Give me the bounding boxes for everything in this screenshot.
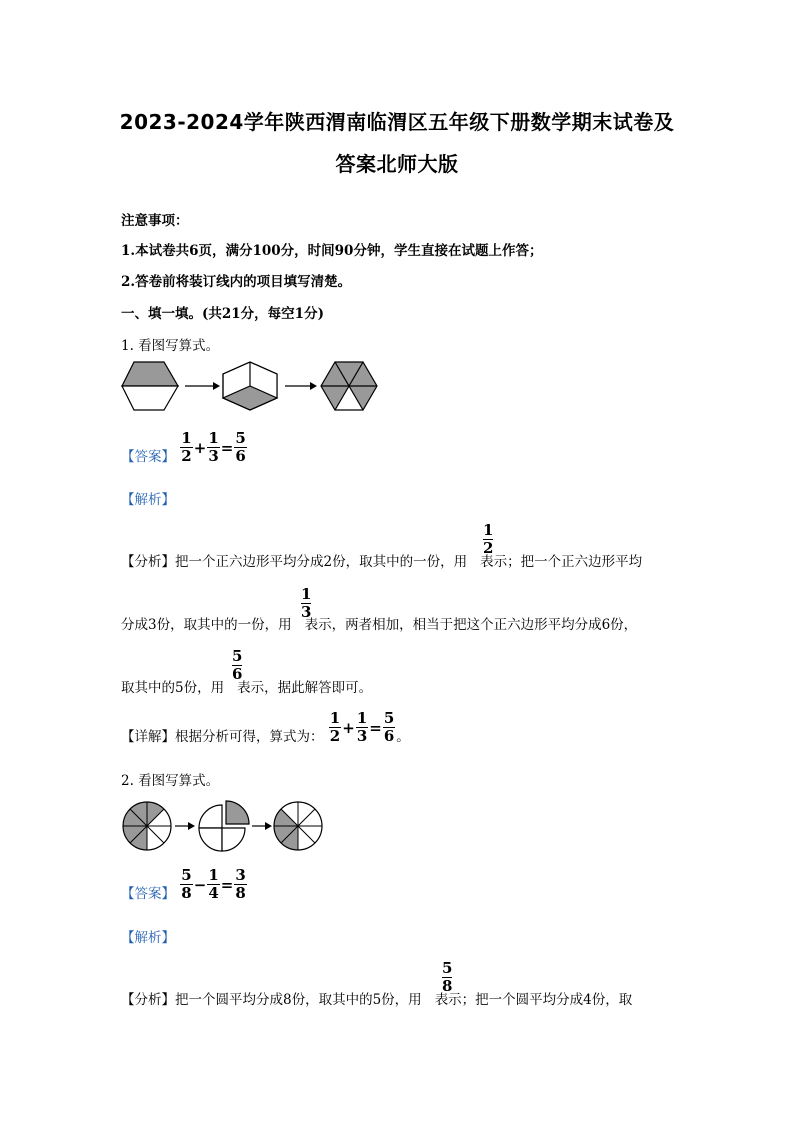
answer-label: 【答案】 bbox=[121, 449, 175, 465]
q2-prompt: 2. 看图写算式。 bbox=[121, 773, 220, 789]
q2-analysis-label: 【解析】 bbox=[121, 930, 175, 946]
circle-three-eighths-shaded bbox=[274, 802, 322, 850]
fraction: $\frac{5}{6}$ bbox=[383, 709, 395, 745]
fraction: $\frac{1}{3}$ bbox=[208, 429, 219, 465]
fraction: 5 8 bbox=[442, 959, 453, 995]
arrow-icon bbox=[175, 822, 195, 830]
arrow-icon bbox=[185, 382, 220, 390]
q1-analysis-line-3: 取其中的5份，用 表示，据此解答即可。 bbox=[121, 680, 373, 696]
fraction: 5 6 bbox=[232, 647, 243, 683]
q1-analysis-label: 【解析】 bbox=[121, 492, 175, 508]
q2-analysis-line-1: 【分析】把一个圆平均分成8份，取其中的5份，用 表示；把一个圆平均分成4份，取 bbox=[121, 992, 633, 1008]
q1-prompt: 1. 看图写算式。 bbox=[121, 338, 220, 354]
arrow-icon bbox=[252, 822, 272, 830]
page-title-line-2: 答案北师大版 bbox=[335, 152, 459, 176]
q1-hexagon-figure bbox=[120, 358, 380, 414]
q2-circle-figure bbox=[120, 798, 325, 854]
fraction: $\frac{3}{8}$ bbox=[235, 866, 246, 902]
q1-detail: 【详解】根据分析可得，算式为： $\frac{1}{2}$ + $\frac{1}{3}$ = $\frac{5}{6}$ 。 bbox=[121, 709, 410, 745]
section-heading: 一、填一填。(共21分，每空1分) bbox=[121, 306, 324, 322]
arrow-icon bbox=[285, 382, 317, 390]
q1-analysis-line-2: 分成3份，取其中的一份，用 表示，两者相加，相当于把这个正六边形平均分成6份， bbox=[121, 617, 638, 633]
q2-answer: 【答案】 $\frac{5}{8}$ − $\frac{1}{4}$ = $\frac{3}{8}$ bbox=[121, 866, 246, 902]
hexagon-half-shaded bbox=[122, 362, 178, 410]
fraction: 1 2 bbox=[483, 521, 494, 557]
fraction: $\frac{1}{2}$ bbox=[181, 429, 192, 465]
hexagon-five-sixths-shaded bbox=[321, 362, 377, 410]
notice-heading: 注意事项： bbox=[121, 213, 189, 229]
hexagon-third-shaded bbox=[223, 362, 277, 410]
answer-label: 【答案】 bbox=[121, 886, 175, 902]
page-title-line-1: 2023-2024学年陕西渭南临渭区五年级下册数学期末试卷及 bbox=[119, 110, 675, 134]
q1-analysis-line-1: 【分析】把一个正六边形平均分成2份，取其中的一份，用 表示；把一个正六边形平均 bbox=[121, 554, 643, 570]
notice-item-1: 1.本试卷共6页，满分100分，时间90分钟，学生直接在试题上作答； bbox=[121, 243, 543, 259]
q1-answer: 【答案】 $\frac{1}{2}$ + $\frac{1}{3}$ = $\frac{5}{6}$ bbox=[121, 429, 246, 465]
fraction: 1 3 bbox=[301, 585, 312, 621]
fraction: $\frac{5}{6}$ bbox=[235, 429, 246, 465]
fraction: $\frac{5}{8}$ bbox=[181, 866, 192, 902]
notice-item-2: 2.答卷前将装订线内的项目填写清楚。 bbox=[121, 274, 352, 290]
fraction: $\frac{1}{3}$ bbox=[356, 709, 368, 745]
fraction: $\frac{1}{2}$ bbox=[329, 709, 341, 745]
circle-five-eighths-shaded bbox=[123, 802, 171, 850]
fraction: $\frac{1}{4}$ bbox=[208, 866, 219, 902]
circle-quarter-shaded bbox=[199, 801, 249, 851]
